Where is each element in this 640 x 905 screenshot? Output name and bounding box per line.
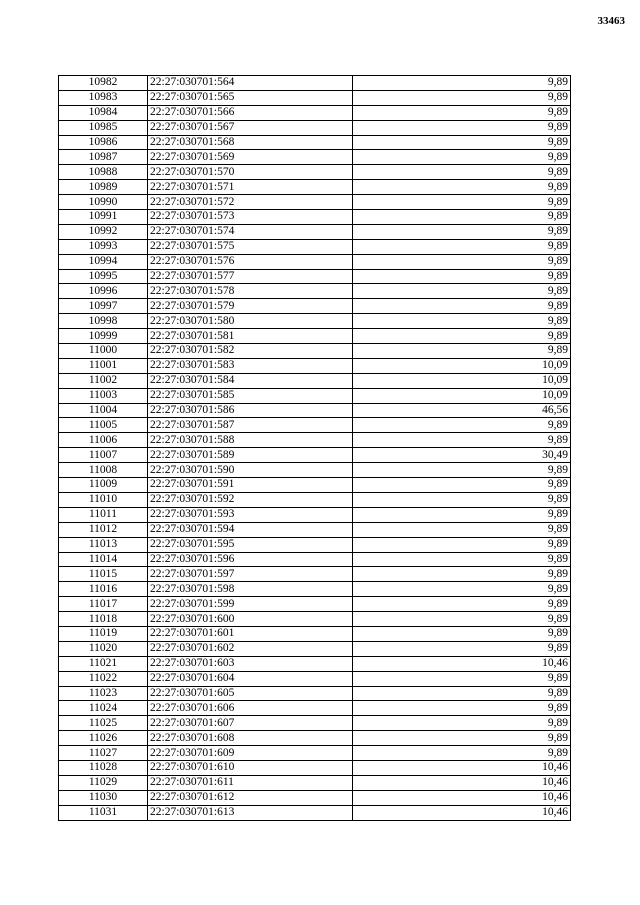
table-row <box>59 716 571 731</box>
row-number-cell: 11008 <box>59 463 148 478</box>
table-row <box>59 314 571 329</box>
area-cell: 9,89 <box>353 582 571 597</box>
cadastral-number-cell: 22:27:030701:613 <box>148 805 353 820</box>
cadastral-number-cell: 22:27:030701:612 <box>148 790 353 805</box>
table-row <box>59 433 571 448</box>
area-cell: 9,89 <box>353 552 571 567</box>
cadastral-number-cell: 22:27:030701:604 <box>148 671 353 686</box>
area-cell: 9,89 <box>353 522 571 537</box>
table-row <box>59 403 571 418</box>
table-row <box>59 552 571 567</box>
cadastral-number-cell: 22:27:030701:582 <box>148 344 353 359</box>
area-cell: 9,89 <box>353 686 571 701</box>
cadastral-number-cell: 22:27:030701:607 <box>148 716 353 731</box>
cadastral-number-cell: 22:27:030701:580 <box>148 314 353 329</box>
area-cell: 9,89 <box>353 180 571 195</box>
area-cell: 30,49 <box>353 448 571 463</box>
row-number-cell: 10982 <box>59 76 148 91</box>
table-row <box>59 775 571 790</box>
row-number-cell: 11004 <box>59 403 148 418</box>
area-cell: 9,89 <box>353 507 571 522</box>
cadastral-number-cell: 22:27:030701:593 <box>148 507 353 522</box>
area-cell: 9,89 <box>353 463 571 478</box>
area-cell: 9,89 <box>353 195 571 210</box>
cadastral-number-cell: 22:27:030701:579 <box>148 299 353 314</box>
area-cell: 9,89 <box>353 701 571 716</box>
cadastral-number-cell: 22:27:030701:570 <box>148 165 353 180</box>
area-cell: 9,89 <box>353 90 571 105</box>
area-cell: 9,89 <box>353 433 571 448</box>
row-number-cell: 11030 <box>59 790 148 805</box>
table-row <box>59 165 571 180</box>
area-cell: 10,09 <box>353 373 571 388</box>
table-row <box>59 135 571 150</box>
cadastral-number-cell: 22:27:030701:594 <box>148 522 353 537</box>
table-row <box>59 344 571 359</box>
row-number-cell: 10986 <box>59 135 148 150</box>
area-cell: 10,46 <box>353 775 571 790</box>
table-row <box>59 507 571 522</box>
area-cell: 9,89 <box>353 210 571 225</box>
cadastral-number-cell: 22:27:030701:567 <box>148 120 353 135</box>
row-number-cell: 10983 <box>59 90 148 105</box>
row-number-cell: 10984 <box>59 105 148 120</box>
row-number-cell: 11003 <box>59 388 148 403</box>
area-cell: 46,56 <box>353 403 571 418</box>
table-row <box>59 90 571 105</box>
table-row <box>59 746 571 761</box>
row-number-cell: 11016 <box>59 582 148 597</box>
cadastral-number-cell: 22:27:030701:584 <box>148 373 353 388</box>
row-number-cell: 11001 <box>59 358 148 373</box>
table-row <box>59 612 571 627</box>
row-number-cell: 11011 <box>59 507 148 522</box>
cadastral-number-cell: 22:27:030701:608 <box>148 731 353 746</box>
cadastral-number-cell: 22:27:030701:587 <box>148 418 353 433</box>
row-number-cell: 10992 <box>59 224 148 239</box>
table-row <box>59 626 571 641</box>
row-number-cell: 10998 <box>59 314 148 329</box>
cadastral-number-cell: 22:27:030701:572 <box>148 195 353 210</box>
table-row <box>59 269 571 284</box>
table-row <box>59 760 571 775</box>
cadastral-number-cell: 22:27:030701:591 <box>148 478 353 493</box>
cadastral-number-cell: 22:27:030701:577 <box>148 269 353 284</box>
area-cell: 9,89 <box>353 135 571 150</box>
cadastral-number-cell: 22:27:030701:610 <box>148 760 353 775</box>
row-number-cell: 11028 <box>59 760 148 775</box>
cadastral-number-cell: 22:27:030701:585 <box>148 388 353 403</box>
area-cell: 9,89 <box>353 120 571 135</box>
table-row <box>59 299 571 314</box>
row-number-cell: 11026 <box>59 731 148 746</box>
area-cell: 9,89 <box>353 299 571 314</box>
area-cell: 9,89 <box>353 537 571 552</box>
table-row <box>59 210 571 225</box>
cadastral-number-cell: 22:27:030701:598 <box>148 582 353 597</box>
area-cell: 9,89 <box>353 641 571 656</box>
cadastral-number-cell: 22:27:030701:574 <box>148 224 353 239</box>
cadastral-number-cell: 22:27:030701:576 <box>148 254 353 269</box>
table-row <box>59 76 571 91</box>
table-row <box>59 492 571 507</box>
table-row <box>59 448 571 463</box>
area-cell: 10,46 <box>353 760 571 775</box>
area-cell: 9,89 <box>353 492 571 507</box>
row-number-cell: 11023 <box>59 686 148 701</box>
cadastral-number-cell: 22:27:030701:586 <box>148 403 353 418</box>
table-row <box>59 641 571 656</box>
cadastral-number-cell: 22:27:030701:596 <box>148 552 353 567</box>
cadastral-number-cell: 22:27:030701:600 <box>148 612 353 627</box>
table-row <box>59 358 571 373</box>
area-cell: 9,89 <box>353 165 571 180</box>
row-number-cell: 11022 <box>59 671 148 686</box>
table-row <box>59 537 571 552</box>
table-row <box>59 731 571 746</box>
row-number-cell: 10997 <box>59 299 148 314</box>
area-cell: 9,89 <box>353 671 571 686</box>
row-number-cell: 11007 <box>59 448 148 463</box>
row-number-cell: 11025 <box>59 716 148 731</box>
cadastral-number-cell: 22:27:030701:588 <box>148 433 353 448</box>
area-cell: 9,89 <box>353 314 571 329</box>
table-row <box>59 150 571 165</box>
cadastral-number-cell: 22:27:030701:599 <box>148 597 353 612</box>
row-number-cell: 11019 <box>59 626 148 641</box>
row-number-cell: 11000 <box>59 344 148 359</box>
table-row <box>59 522 571 537</box>
cadastral-number-cell: 22:27:030701:590 <box>148 463 353 478</box>
area-cell: 9,89 <box>353 746 571 761</box>
table-row <box>59 671 571 686</box>
table-row <box>59 239 571 254</box>
row-number-cell: 11012 <box>59 522 148 537</box>
table-row <box>59 478 571 493</box>
table-row <box>59 388 571 403</box>
area-cell: 9,89 <box>353 76 571 91</box>
area-cell: 9,89 <box>353 269 571 284</box>
area-cell: 10,09 <box>353 388 571 403</box>
area-cell: 9,89 <box>353 224 571 239</box>
row-number-cell: 11018 <box>59 612 148 627</box>
area-cell: 10,09 <box>353 358 571 373</box>
area-cell: 9,89 <box>353 612 571 627</box>
row-number-cell: 10999 <box>59 329 148 344</box>
table-row <box>59 582 571 597</box>
row-number-cell: 11005 <box>59 418 148 433</box>
table-row <box>59 567 571 582</box>
table-row <box>59 120 571 135</box>
row-number-cell: 11006 <box>59 433 148 448</box>
page-number: 33463 <box>597 15 625 27</box>
cadastral-number-cell: 22:27:030701:611 <box>148 775 353 790</box>
cadastral-table <box>58 75 571 821</box>
cadastral-number-cell: 22:27:030701:575 <box>148 239 353 254</box>
cadastral-number-cell: 22:27:030701:606 <box>148 701 353 716</box>
cadastral-number-cell: 22:27:030701:569 <box>148 150 353 165</box>
table-row <box>59 105 571 120</box>
cadastral-number-cell: 22:27:030701:595 <box>148 537 353 552</box>
cadastral-number-cell: 22:27:030701:568 <box>148 135 353 150</box>
row-number-cell: 10994 <box>59 254 148 269</box>
table-row <box>59 418 571 433</box>
area-cell: 10,46 <box>353 805 571 820</box>
row-number-cell: 10993 <box>59 239 148 254</box>
row-number-cell: 11014 <box>59 552 148 567</box>
row-number-cell: 11031 <box>59 805 148 820</box>
table-row <box>59 686 571 701</box>
cadastral-number-cell: 22:27:030701:566 <box>148 105 353 120</box>
row-number-cell: 11002 <box>59 373 148 388</box>
cadastral-number-cell: 22:27:030701:592 <box>148 492 353 507</box>
cadastral-number-cell: 22:27:030701:573 <box>148 210 353 225</box>
cadastral-number-cell: 22:27:030701:605 <box>148 686 353 701</box>
table-row <box>59 463 571 478</box>
table-row <box>59 195 571 210</box>
area-cell: 9,89 <box>353 418 571 433</box>
area-cell: 9,89 <box>353 478 571 493</box>
area-cell: 9,89 <box>353 105 571 120</box>
area-cell: 9,89 <box>353 567 571 582</box>
area-cell: 10,46 <box>353 656 571 671</box>
table-row <box>59 284 571 299</box>
cadastral-number-cell: 22:27:030701:597 <box>148 567 353 582</box>
cadastral-number-cell: 22:27:030701:571 <box>148 180 353 195</box>
cadastral-number-cell: 22:27:030701:581 <box>148 329 353 344</box>
row-number-cell: 11009 <box>59 478 148 493</box>
area-cell: 9,89 <box>353 329 571 344</box>
area-cell: 9,89 <box>353 239 571 254</box>
table-row <box>59 254 571 269</box>
table-row <box>59 790 571 805</box>
table-row <box>59 329 571 344</box>
table-row <box>59 656 571 671</box>
row-number-cell: 10985 <box>59 120 148 135</box>
row-number-cell: 11017 <box>59 597 148 612</box>
table-row <box>59 597 571 612</box>
row-number-cell: 10996 <box>59 284 148 299</box>
area-cell: 9,89 <box>353 731 571 746</box>
cadastral-number-cell: 22:27:030701:603 <box>148 656 353 671</box>
table-row <box>59 805 571 820</box>
table-body <box>59 76 571 821</box>
cadastral-number-cell: 22:27:030701:564 <box>148 76 353 91</box>
area-cell: 9,89 <box>353 597 571 612</box>
row-number-cell: 11024 <box>59 701 148 716</box>
area-cell: 9,89 <box>353 626 571 641</box>
table-row <box>59 373 571 388</box>
area-cell: 9,89 <box>353 344 571 359</box>
row-number-cell: 10995 <box>59 269 148 284</box>
table-row <box>59 180 571 195</box>
cadastral-number-cell: 22:27:030701:602 <box>148 641 353 656</box>
area-cell: 9,89 <box>353 254 571 269</box>
row-number-cell: 11013 <box>59 537 148 552</box>
row-number-cell: 11010 <box>59 492 148 507</box>
row-number-cell: 11015 <box>59 567 148 582</box>
cadastral-number-cell: 22:27:030701:601 <box>148 626 353 641</box>
cadastral-number-cell: 22:27:030701:583 <box>148 358 353 373</box>
row-number-cell: 10990 <box>59 195 148 210</box>
cadastral-number-cell: 22:27:030701:578 <box>148 284 353 299</box>
table-row <box>59 224 571 239</box>
table-row <box>59 701 571 716</box>
area-cell: 9,89 <box>353 150 571 165</box>
area-cell: 9,89 <box>353 284 571 299</box>
cadastral-number-cell: 22:27:030701:565 <box>148 90 353 105</box>
row-number-cell: 11020 <box>59 641 148 656</box>
row-number-cell: 10991 <box>59 210 148 225</box>
row-number-cell: 10987 <box>59 150 148 165</box>
row-number-cell: 11021 <box>59 656 148 671</box>
row-number-cell: 11029 <box>59 775 148 790</box>
row-number-cell: 11027 <box>59 746 148 761</box>
row-number-cell: 10988 <box>59 165 148 180</box>
row-number-cell: 10989 <box>59 180 148 195</box>
cadastral-number-cell: 22:27:030701:609 <box>148 746 353 761</box>
cadastral-number-cell: 22:27:030701:589 <box>148 448 353 463</box>
area-cell: 9,89 <box>353 716 571 731</box>
area-cell: 10,46 <box>353 790 571 805</box>
